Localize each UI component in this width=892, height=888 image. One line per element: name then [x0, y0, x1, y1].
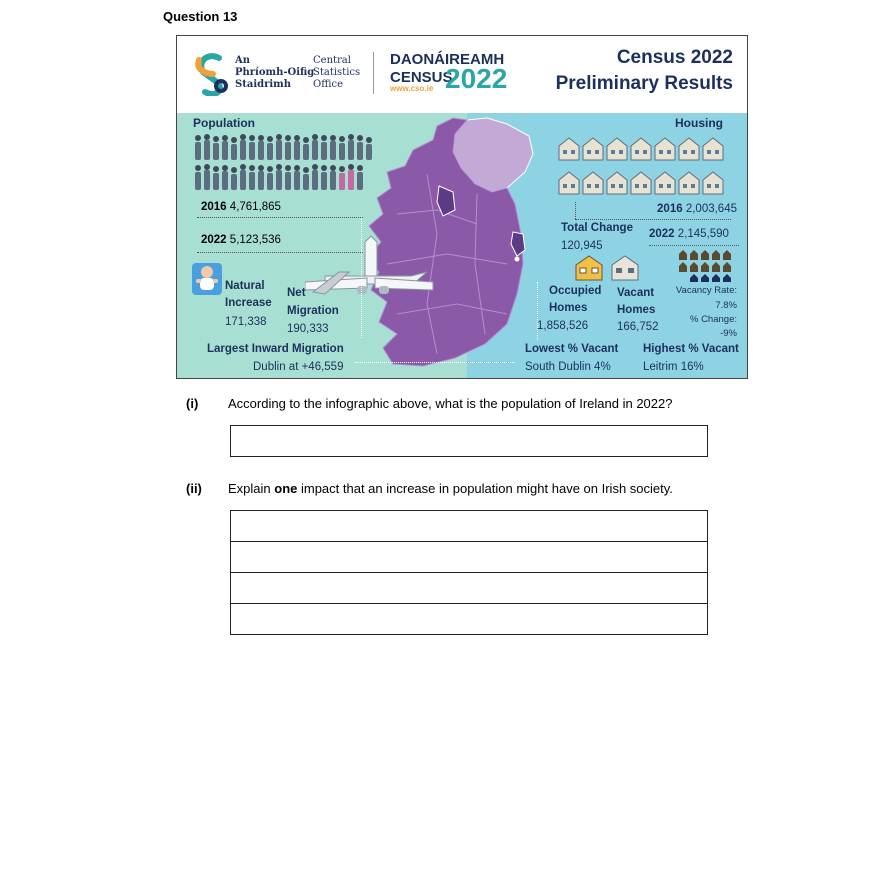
houses-row-icon [557, 134, 729, 200]
vacant-home-icon [611, 255, 639, 281]
lowest-vacant-value: South Dublin 4% [525, 361, 611, 373]
infographic-header [177, 36, 747, 113]
census-brand-line1: DAONÁIREAMH [390, 51, 505, 68]
census-brand-year: 2022 [445, 63, 508, 94]
logo-an: An [235, 55, 251, 66]
dotted-line [575, 219, 731, 220]
housing-heading: Housing [675, 116, 723, 130]
dotted-line [355, 362, 515, 363]
housing-2016 [657, 203, 737, 215]
population-2022 [201, 234, 281, 246]
question-title: Question 13 [163, 9, 238, 24]
natural-increase-label2: Increase [225, 297, 272, 309]
vacancy-rate-value: 7.8% [715, 300, 737, 311]
net-migration-label2: Migration [287, 305, 339, 317]
housing-2022-value: 2,145,590 [677, 228, 729, 240]
natural-increase-value: 171,338 [225, 316, 267, 328]
infographic-title-line1: Census 2022 [616, 47, 733, 68]
population-2022-label: 2022 [201, 234, 227, 246]
largest-inward-value: Dublin at +46,559 [253, 361, 344, 373]
dotted-line [361, 218, 362, 338]
occupied-homes-label2: Homes [549, 302, 588, 314]
small-houses-icon [677, 248, 735, 282]
question-ii-text-before: Explain [228, 481, 275, 496]
percent-change-value: -9% [720, 328, 737, 339]
housing-2016-label: 2016 [657, 203, 683, 215]
question-i-text: According to the infographic above, what is the population of Ireland in 2022? [228, 396, 673, 411]
people-crowd-icon [193, 134, 383, 196]
highest-vacant-label: Highest % Vacant [643, 343, 739, 355]
logo-office: Office [313, 79, 344, 90]
infographic-title-line2: Preliminary Results [555, 73, 733, 94]
net-migration-value: 190,333 [287, 323, 329, 335]
vacant-homes-value: 166,752 [617, 321, 659, 333]
question-ii-text [228, 481, 673, 496]
total-change-label: Total Change [561, 222, 633, 234]
dotted-line [537, 282, 538, 340]
net-migration-label1: Net [287, 287, 306, 299]
logo-central: Central [313, 55, 351, 66]
census-brand-line2: CENSUS [390, 69, 453, 86]
population-2016 [201, 201, 281, 213]
question-ii-text-after: impact that an increase in population might have on Irish society. [297, 481, 673, 496]
census-infographic [176, 35, 748, 379]
vacant-homes-label2: Homes [617, 304, 656, 316]
percent-change-label: % Change: [689, 314, 737, 325]
answer-box-i[interactable] [230, 425, 708, 457]
population-2022-value: 5,123,536 [229, 234, 281, 246]
answer-line [230, 603, 708, 604]
logo-phriomh: Phríomh-Oifig [235, 67, 315, 78]
total-change-value: 120,945 [561, 240, 603, 252]
natural-increase-label1: Natural [225, 280, 265, 292]
question-i-label: (i) [186, 396, 199, 411]
dotted-line [649, 245, 739, 246]
lowest-vacant-label: Lowest % Vacant [525, 343, 619, 355]
occupied-homes-label1: Occupied [549, 285, 602, 297]
question-ii-text-bold: one [274, 481, 298, 496]
logo-staidrimh: Staidrimh [235, 79, 292, 90]
occupied-homes-value: 1,858,526 [537, 320, 589, 332]
vacant-homes-label1: Vacant [617, 287, 655, 299]
baby-icon [191, 262, 223, 296]
airplane-icon [305, 232, 435, 304]
dotted-line [197, 217, 363, 218]
answer-line [230, 541, 708, 542]
housing-2022 [649, 228, 729, 240]
vacancy-rate-label: Vacancy Rate: [675, 285, 737, 296]
housing-2016-value: 2,003,645 [685, 203, 737, 215]
question-ii-label: (ii) [186, 481, 202, 496]
largest-inward-label: Largest Inward Migration [207, 343, 344, 355]
highest-vacant-value: Leitrim 16% [643, 361, 704, 373]
census-brand-url: www.cso.ie [390, 84, 434, 93]
cso-logo-icon [193, 52, 229, 96]
logo-statistics: Statistics [313, 67, 361, 78]
occupied-home-icon [575, 255, 603, 281]
housing-2022-label: 2022 [649, 228, 675, 240]
population-2016-label: 2016 [201, 201, 227, 213]
population-2016-value: 4,761,865 [229, 201, 281, 213]
header-divider [373, 52, 374, 94]
population-heading: Population [193, 116, 255, 130]
answer-line [230, 572, 708, 573]
dotted-line [575, 202, 576, 219]
